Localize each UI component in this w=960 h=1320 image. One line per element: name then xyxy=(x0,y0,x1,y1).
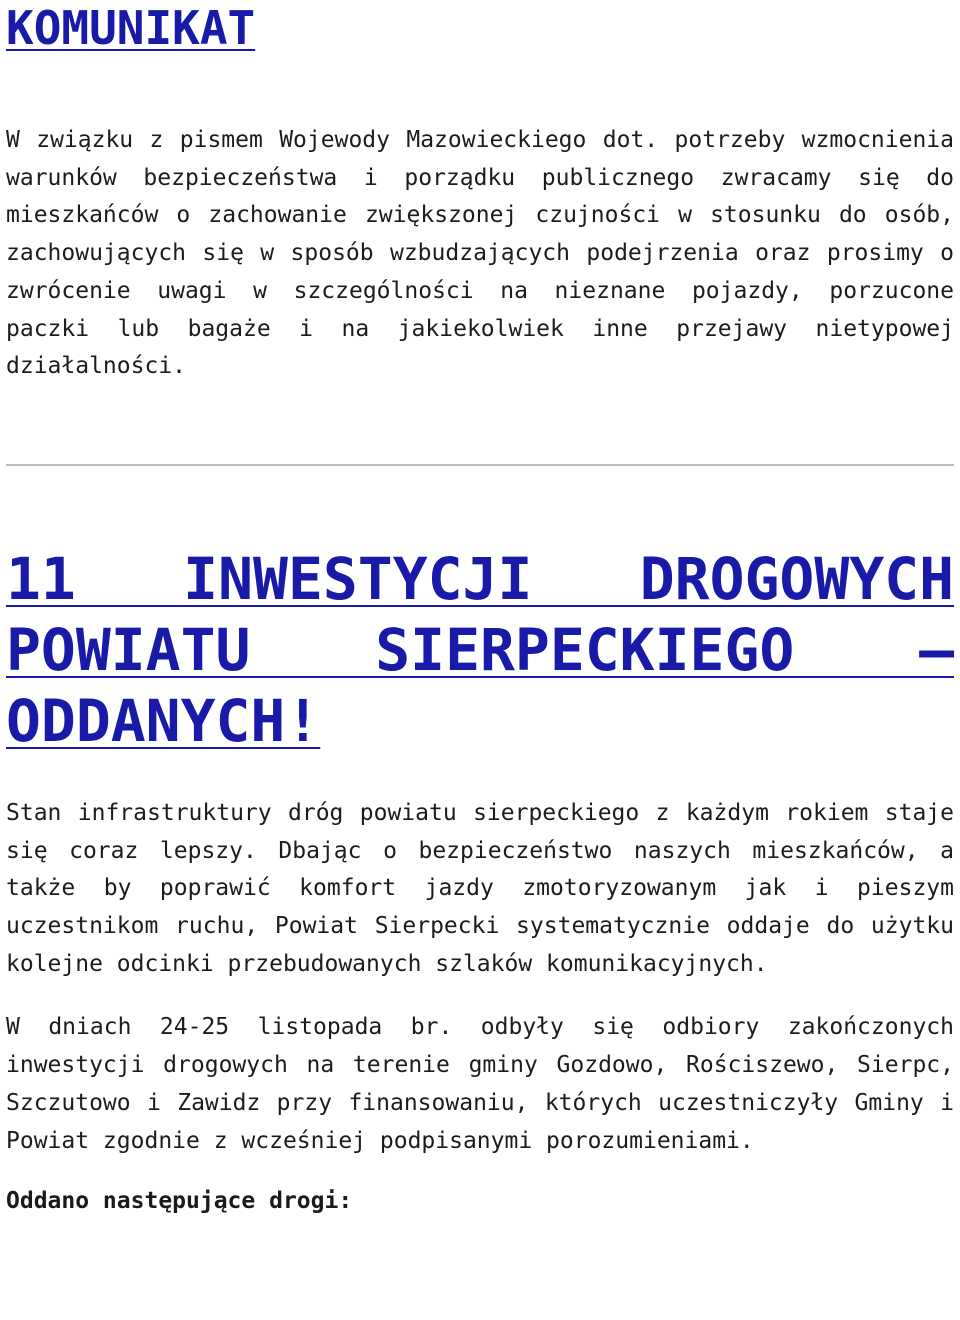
roads-list-heading: Oddano następujące drogi: xyxy=(6,1188,353,1215)
article-title-heading xyxy=(6,544,954,757)
article-paragraph-2: W dniach 24-25 listopada br. odbyły się odbiory zakończonych inwestycji drogowych na terenie gminy Gozdowo, Rościszewo, Sierpc, Szczutowo i Zawidz przy finansowaniu, których uczestniczyły Gminy i Powiat zgodnie z wcześniej podpisanymi porozumieniami. xyxy=(6,1014,954,1154)
article-paragraph-1: Stan infrastruktury dróg powiatu sierpeckiego z każdym rokiem staje się coraz lepszy. Dbając o bezpieczeństwo naszych mieszkańców, a także by poprawić komfort jazdy zmotoryzowanym jak i pieszym uczestnikom ruchu, Powiat Sierpecki systematycznie oddaje do użytku kolejne odcinki przebudowanych szlaków komunikacyjnych. xyxy=(6,799,954,977)
section-divider xyxy=(6,464,954,466)
page-content xyxy=(6,0,954,1220)
article-title-link[interactable]: 11 INWESTYCJI DROGOWYCH POWIATU SIERPECKIEGO – ODDANYCH! xyxy=(6,544,954,755)
komunikat-title-link[interactable]: KOMUNIKAT xyxy=(6,1,256,55)
komunikat-body: W związku z pismem Wojewody Mazowieckiego dot. potrzeby wzmocnienia warunków bezpieczeństwa i porządku publicznego zwracamy się do mieszkańców o zachowanie zwiększonej czujności w stosunku do osób, zachowujących się w sposób wzbudzających podejrzenia oraz prosimy o zwrócenie uwagi w szczególności na nieznane pojazdy, porzucone paczki lub bagaże i na jakiekolwiek inne przejawy nietypowej działalności. xyxy=(6,127,954,380)
